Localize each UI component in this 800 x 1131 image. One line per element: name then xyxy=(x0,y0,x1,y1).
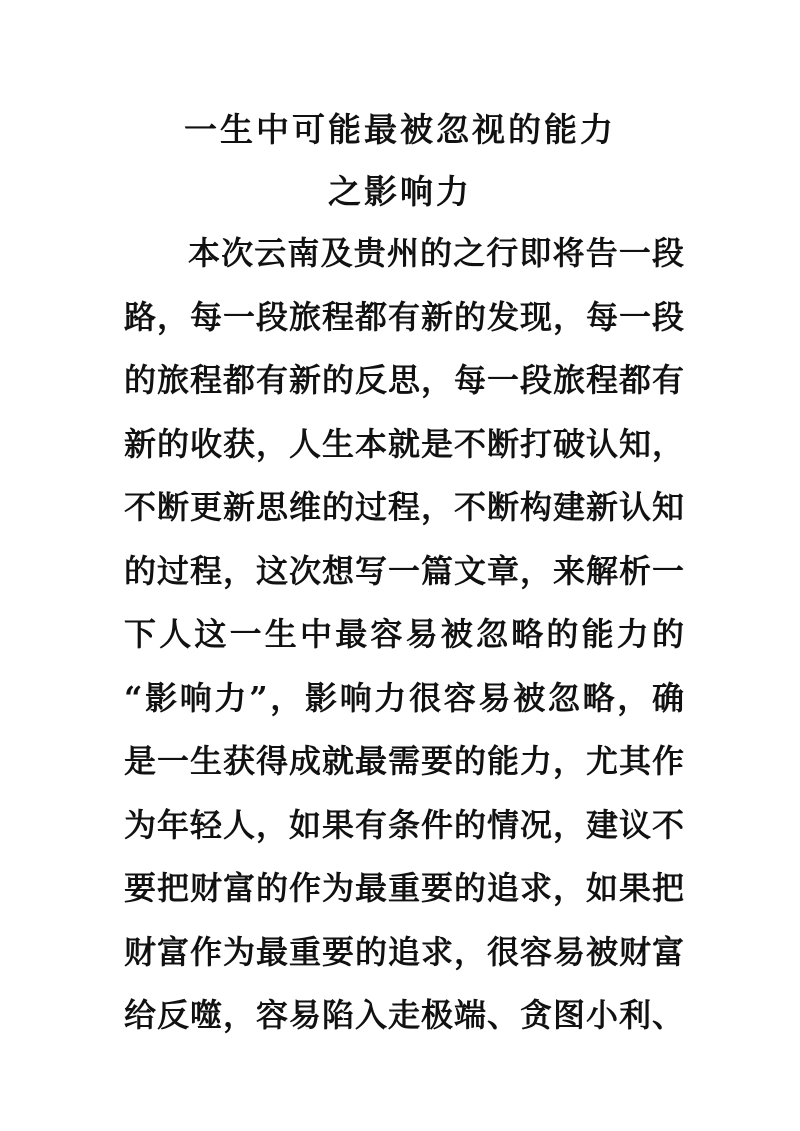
paragraph-line: 要把财富的作为最重要的追求，如果把 xyxy=(124,869,684,907)
paragraph-line: 的旅程都有新的反思，每一段旅程都有 xyxy=(124,361,684,399)
paragraph-line: 下人这一生中最容易被忽略的能力的 xyxy=(124,615,684,653)
paragraph-line: 本次云南及贵州的之行即将告一段 xyxy=(188,234,684,272)
paragraph-line: 新的收获，人生本就是不断打破认知， xyxy=(124,424,684,463)
paragraph-line: 不断更新思维的过程，不断构建新认知 xyxy=(124,488,684,526)
document-body xyxy=(124,230,684,1056)
document-title-line-1: 一生中可能最被忽视的能力 xyxy=(184,110,616,149)
paragraph-line: 路，每一段旅程都有新的发现，每一段 xyxy=(124,297,684,336)
paragraph-line: 给反噬，容易陷入走极端、贪图小利、 xyxy=(124,996,684,1034)
paragraph-line: 财富作为最重要的追求，很容易被财富 xyxy=(124,932,684,971)
paragraph-line: “影响力”，影响力很容易被忽略，确 xyxy=(124,678,684,717)
document-title-line-2: 之影响力 xyxy=(328,172,472,211)
paragraph-line: 为年轻人，如果有条件的情况，建议不 xyxy=(124,805,684,844)
paragraph-line: 是一生获得成就最需要的能力，尤其作 xyxy=(124,742,684,780)
paragraph-line: 的过程，这次想写一篇文章，来解析一 xyxy=(124,551,684,590)
